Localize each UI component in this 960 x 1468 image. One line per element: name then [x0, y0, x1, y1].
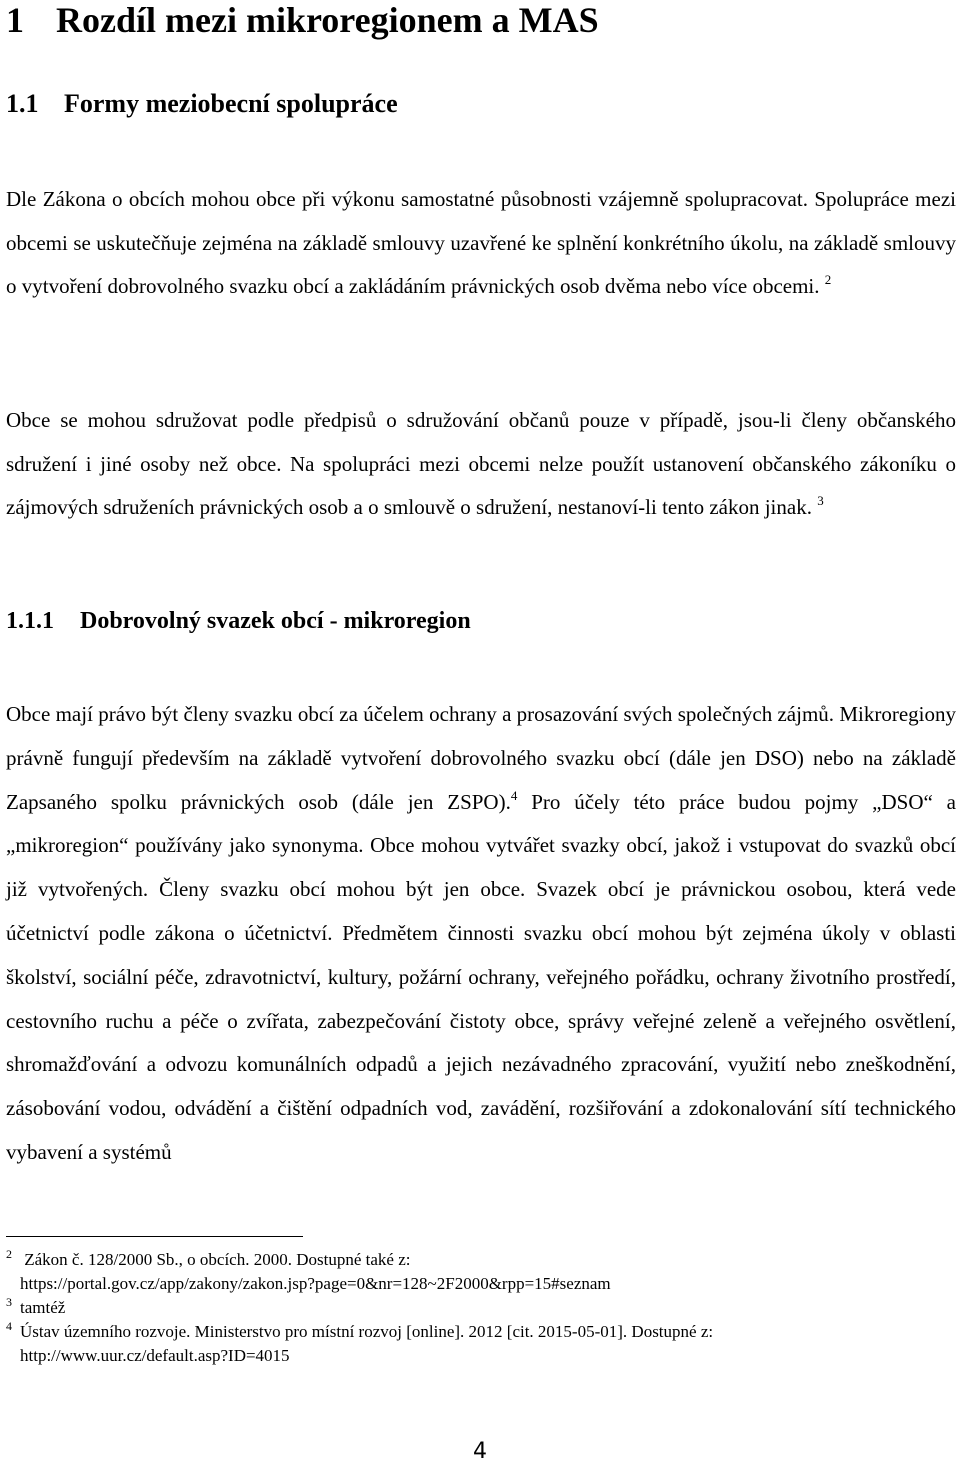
section-number: 1.1 [6, 89, 39, 118]
footnote-text: Ústav územního rozvoje. Ministerstvo pro místní rozvoj [online]. 2012 [cit. 2015-05-01]. Dostupné z: [20, 1322, 714, 1341]
footnote-ref-2[interactable]: 2 [824, 272, 832, 288]
page-number: 4 [473, 1439, 487, 1464]
chapter-heading [6, 0, 599, 40]
footnote-2-url[interactable] [6, 1272, 956, 1296]
chapter-title: Rozdíl mezi mikroregionem a MAS [56, 0, 599, 40]
section-heading [6, 84, 398, 124]
footnote-url[interactable]: https://portal.gov.cz/app/zakony/zakon.jsp?page=0&nr=128~2F2000&rpp=15#seznam [20, 1274, 611, 1293]
footnote-divider [6, 1236, 303, 1237]
subsection-title: Dobrovolný svazek obcí - mikroregion [80, 608, 471, 634]
footnote-4-url[interactable] [6, 1344, 956, 1368]
paragraph-zakon-o-obcich [6, 178, 956, 309]
section-title: Formy meziobecní spolupráce [64, 89, 398, 118]
footnote-text: tamtéž [20, 1298, 66, 1317]
paragraph-mikroregion [6, 693, 956, 1175]
footnote-2: 2 Zákon č. 128/2000 Sb., o obcích. 2000. Dostupné také z: [6, 1247, 411, 1269]
subsection-number: 1.1.1 [6, 608, 54, 634]
footnote-4: 4 Ústav územního rozvoje. Ministerstvo pro místní rozvoj [online]. 2012 [cit. 2015-05-01]. Dostupné z: [6, 1319, 714, 1341]
footnotes [6, 1248, 956, 1368]
footnote-ref-4[interactable]: 4 [510, 787, 518, 803]
paragraph-text: Obce se mohou sdružovat podle předpisů o sdružování občanů pouze v případě, jsou-li členy občanského sdružení i jiné osoby než obce. Na spolupráci mezi obcemi nelze použít ustanovení občanského zákoníku o zájmových sdruženích právnických osob a o smlouvě o sdružení, nestanoví-li tento zákon jinak. [6, 408, 956, 520]
footnote-3: 3 tamtéž [6, 1295, 66, 1317]
footnote-url[interactable]: http://www.uur.cz/default.asp?ID=4015 [20, 1346, 290, 1365]
paragraph-text-before: Obce mají právo být členy svazku obcí za účelem ochrany a prosazování svých společných zájmů. Mikroregiony právně fungují především na základě vytvoření dobrovolného svazku obcí (dále jen DSO) nebo na základě Zapsaného spolku právnických osob (dále jen ZSPO). [6, 702, 956, 814]
paragraph-text-after: Pro účely této práce budou pojmy „DSO“ a „mikroregion“ používány jako synonyma. Obce mohou vytvářet svazky obcí, jakož i vstupovat do svazků obcí již vytvořených. Členy svazku obcí mohou být jen obce. Svazek obcí je právnickou osobou, která vede účetnictví podle zákona o účetnictví. Předmětem činnosti svazku obcí mohou být zejména úkoly v oblasti školství, sociální péče, zdravotnictví, kultury, požární ochrany, veřejného pořádku, ochrany životního prostředí, cestovního ruchu a péče o zvířata, zabezpečování čistoty obce, správy veřejné zeleně a veřejného osvětlení, shromažďování a odvozu komunálních odpadů a jejich nezávadného zpracování, využití nebo zneškodnění, zásobování vodou, odvádění a čištění odpadních vod, zavádění, rozšiřování a zdokonalování sítí technického vybavení a systémů [6, 789, 957, 1164]
subsection-heading [6, 601, 471, 641]
footnote-ref-3[interactable]: 3 [817, 493, 824, 509]
chapter-number: 1 [6, 0, 24, 40]
paragraph-sdruzovani [6, 399, 956, 530]
footnote-text: Zákon č. 128/2000 Sb., o obcích. 2000. Dostupné také z: [24, 1250, 411, 1269]
paragraph-text: Dle Zákona o obcích mohou obce při výkonu samostatné působnosti vzájemně spolupracovat. Spolupráce mezi obcemi se uskutečňuje zejména na základě smlouvy uzavřené ke splnění konkrétního úkolu, na základě smlouvy o vytvoření dobrovolného svazku obcí a zakládáním právnických osob dvěma nebo více obcemi. [6, 187, 956, 299]
